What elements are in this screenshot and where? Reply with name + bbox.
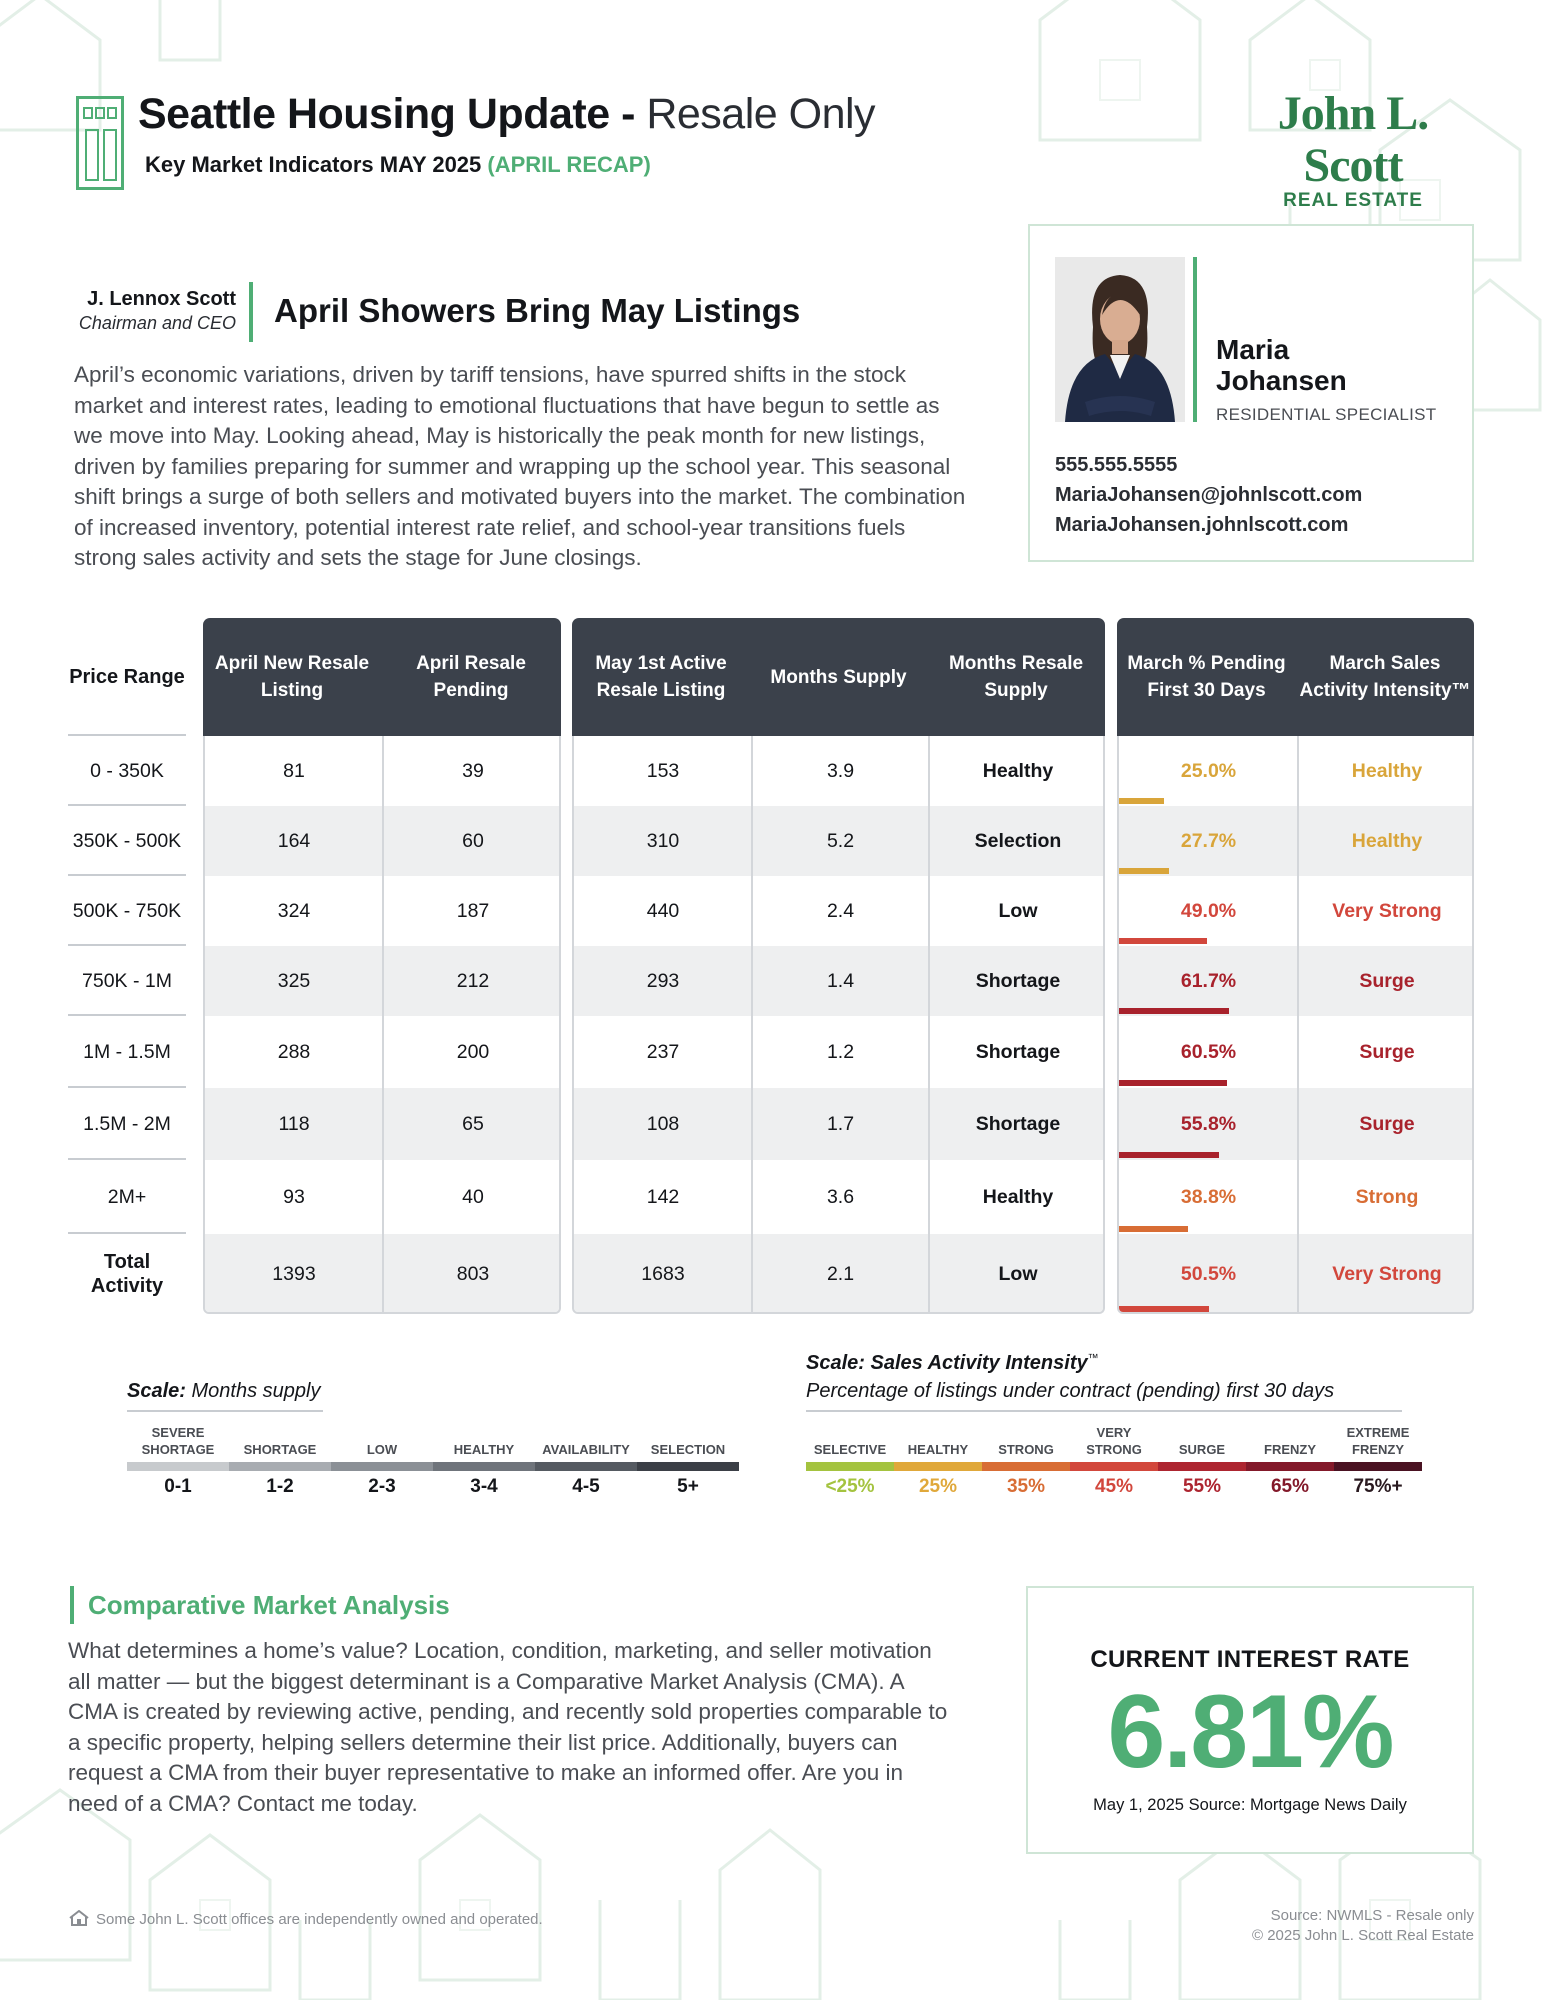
scale-segment-bar bbox=[229, 1462, 331, 1471]
cell-resale-supply: Shortage bbox=[975, 1040, 1061, 1063]
cell-months-supply: 5.2 bbox=[826, 829, 855, 852]
price-range-label: 1.5M - 2M bbox=[83, 1112, 171, 1135]
scale-segment-bar bbox=[535, 1462, 637, 1471]
cell-pct-pending: 60.5% bbox=[1180, 1040, 1237, 1063]
agent-email[interactable]: MariaJohansen@johnlscott.com bbox=[1055, 484, 1363, 506]
cell-resale-supply: Selection bbox=[974, 829, 1062, 852]
scale-segment-label: HEALTHY bbox=[453, 1442, 515, 1457]
scale-segment-bar bbox=[894, 1462, 982, 1471]
footer-disclaimer: Some John L. Scott offices are independently owned and operated. bbox=[68, 1910, 543, 1928]
letter-author bbox=[60, 288, 236, 334]
interest-rate-source: May 1, 2025 Source: Mortgage News Daily bbox=[1093, 1796, 1407, 1814]
header-pct-pending: March % Pending First 30 Days bbox=[1127, 653, 1286, 701]
scale-segment-value: 35% bbox=[1006, 1476, 1046, 1497]
cell-new-listing: 93 bbox=[283, 1185, 305, 1208]
scale-segment-bar bbox=[1246, 1462, 1334, 1471]
cell-active-listing: 440 bbox=[646, 899, 680, 922]
cell-intensity: Strong bbox=[1355, 1185, 1419, 1208]
cma-body: What determines a home’s value? Location, condition, marketing, and seller motivation all matter — but the biggest determinant is a Comparative Market Analysis (CMA). A CMA is created by reviewing active, pending, and recently sold properties comparable to a specific property, helping sellers determine their list price. Additionally, buyers can request a CMA from their buyer representative to make an informed offer. Are you in need of a CMA? Contact me today. bbox=[68, 1638, 948, 1816]
scale-segment-value: 55% bbox=[1182, 1476, 1222, 1497]
house-icon bbox=[68, 1910, 90, 1926]
pct-pending-bar bbox=[1119, 798, 1164, 804]
brand-subtitle: REAL ESTATE bbox=[1283, 190, 1423, 211]
pct-pending-bar bbox=[1119, 1080, 1227, 1086]
cell-pending: 60 bbox=[462, 829, 484, 852]
scale-segment-bar bbox=[806, 1462, 894, 1471]
scale-segment-bar bbox=[433, 1462, 535, 1471]
cell-new-listing: 81 bbox=[283, 759, 305, 782]
scale-segment-value: 5+ bbox=[677, 1476, 699, 1497]
scale-segment-value: 25% bbox=[918, 1476, 958, 1497]
scale-segment-value: 0-1 bbox=[164, 1476, 192, 1497]
author-name: J. Lennox Scott bbox=[87, 288, 236, 310]
cell-intensity: Very Strong bbox=[1332, 1262, 1442, 1285]
cell-active-listing: 142 bbox=[646, 1185, 680, 1208]
cell-months-supply: 3.9 bbox=[826, 759, 855, 782]
cell-months-supply: 1.2 bbox=[826, 1040, 855, 1063]
cell-months-supply: 1.7 bbox=[826, 1112, 855, 1135]
cell-intensity: Healthy bbox=[1351, 759, 1423, 782]
cell-pct-pending: 49.0% bbox=[1180, 899, 1237, 922]
letter-body: April’s economic variations, driven by tariff tensions, have spurred shifts in the stock market and interest rates, leading to emotional fluctuations that have begun to settle as we move into May. Looking ahead, May is historically the peak month for new listings, driven by families preparing for summer and wrapping up the school year. This seasonal shift brings a surge of both sellers and motivated buyers into the market. The combination of increased inventory, potential interest rate relief, and school-year transitions fuels strong sales activity and sets the stage for June closings. bbox=[74, 362, 966, 570]
scale-segment-label: LOW bbox=[366, 1442, 398, 1457]
header-new-listing: April New Resale Listing bbox=[214, 653, 370, 701]
interest-rate-value: 6.81% bbox=[1107, 1674, 1393, 1790]
price-range-label: 350K - 500K bbox=[72, 829, 182, 852]
scale-segment-value: 4-5 bbox=[572, 1476, 600, 1497]
scale-months-title: Scale: Months supply bbox=[127, 1380, 321, 1402]
cell-months-supply: 2.1 bbox=[826, 1262, 855, 1285]
agent-website[interactable]: MariaJohansen.johnlscott.com bbox=[1055, 514, 1349, 536]
cell-new-listing: 164 bbox=[277, 829, 311, 852]
table-header-group-supply bbox=[572, 618, 1105, 736]
cma-title: Comparative Market Analysis bbox=[88, 1590, 450, 1620]
cell-intensity: Surge bbox=[1359, 1112, 1415, 1135]
cell-pending: 803 bbox=[456, 1262, 490, 1285]
scale-segment-value: 65% bbox=[1270, 1476, 1310, 1497]
scale-segment-label: SEVERE SHORTAGE bbox=[141, 1425, 215, 1457]
cell-new-listing: 288 bbox=[277, 1040, 311, 1063]
price-range-label: Total Activity bbox=[90, 1251, 164, 1297]
scale-segment-value: 2-3 bbox=[368, 1476, 396, 1497]
scale-segment-label: EXTREME FRENZY bbox=[1346, 1425, 1410, 1457]
cell-resale-supply: Low bbox=[998, 899, 1038, 922]
scale-segment-bar bbox=[982, 1462, 1070, 1471]
cell-active-listing: 237 bbox=[646, 1040, 680, 1063]
scale-intensity-subtitle: Percentage of listings under contract (pending) first 30 days bbox=[806, 1380, 1335, 1402]
agent-accent-bar bbox=[1193, 257, 1197, 422]
cell-pending: 187 bbox=[456, 899, 490, 922]
cell-resale-supply: Low bbox=[998, 1262, 1038, 1285]
cell-active-listing: 310 bbox=[646, 829, 680, 852]
cell-intensity: Healthy bbox=[1351, 829, 1423, 852]
cell-pct-pending: 25.0% bbox=[1180, 759, 1237, 782]
brand-logo bbox=[1228, 88, 1478, 212]
agent-name: Maria Johansen bbox=[1216, 334, 1347, 396]
pct-pending-bar bbox=[1119, 1306, 1209, 1312]
scale-segment-value: <25% bbox=[825, 1476, 875, 1497]
letter-headline: April Showers Bring May Listings bbox=[274, 292, 801, 329]
pct-pending-bar bbox=[1119, 1008, 1229, 1014]
cell-intensity: Very Strong bbox=[1332, 899, 1442, 922]
cell-intensity: Surge bbox=[1359, 1040, 1415, 1063]
scale-segment-label: FRENZY bbox=[1264, 1442, 1316, 1457]
cell-pending: 65 bbox=[462, 1112, 484, 1135]
scale-segment-bar bbox=[331, 1462, 433, 1471]
scale-months-underline bbox=[127, 1410, 323, 1412]
price-range-label: 0 - 350K bbox=[90, 759, 164, 782]
price-range-label: 1M - 1.5M bbox=[83, 1040, 171, 1063]
table-header-group-april bbox=[203, 618, 561, 736]
page-title: Seattle Housing Update - Resale Only bbox=[138, 90, 876, 138]
scale-segment-label: HEALTHY bbox=[907, 1442, 969, 1457]
agent-photo bbox=[1055, 257, 1185, 422]
table-body-april bbox=[203, 736, 561, 1314]
cell-new-listing: 324 bbox=[277, 899, 311, 922]
scale-segment-bar bbox=[1158, 1462, 1246, 1471]
scale-months bbox=[127, 1420, 741, 1500]
table-header-group-march bbox=[1117, 618, 1474, 736]
cell-pct-pending: 50.5% bbox=[1180, 1262, 1237, 1285]
footer-source-line: Source: NWMLS - Resale only bbox=[1270, 1907, 1474, 1924]
header-months-supply: Months Supply bbox=[770, 666, 907, 688]
scale-segment-bar bbox=[637, 1462, 739, 1471]
cell-months-supply: 1.4 bbox=[826, 969, 855, 992]
cell-pct-pending: 38.8% bbox=[1180, 1185, 1237, 1208]
scale-segment-value: 75%+ bbox=[1353, 1476, 1403, 1497]
agent-phone[interactable]: 555.555.5555 bbox=[1055, 454, 1178, 476]
cell-pending: 39 bbox=[462, 759, 484, 782]
price-range-label: 500K - 750K bbox=[72, 899, 182, 922]
scale-segment-label: SHORTAGE bbox=[243, 1442, 317, 1457]
author-title: Chairman and CEO bbox=[78, 313, 236, 333]
title-resale-only: Resale Only bbox=[634, 90, 876, 138]
table-body-supply bbox=[572, 736, 1105, 1314]
letter-accent-bar bbox=[249, 282, 253, 342]
cell-resale-supply: Shortage bbox=[975, 1112, 1061, 1135]
scale-intensity-underline bbox=[806, 1410, 1402, 1412]
door-logo-icon bbox=[76, 96, 124, 190]
scale-segment-label: SELECTIVE bbox=[813, 1442, 887, 1457]
price-range-label: 750K - 1M bbox=[82, 969, 172, 992]
cell-months-supply: 2.4 bbox=[826, 899, 855, 922]
cell-active-listing: 293 bbox=[646, 969, 680, 992]
scale-segment-label: SELECTION bbox=[650, 1442, 726, 1457]
cell-active-listing: 1683 bbox=[641, 1262, 685, 1285]
header-months-resale-supply: Months Resale Supply bbox=[948, 653, 1084, 701]
cell-pct-pending: 61.7% bbox=[1180, 969, 1237, 992]
scale-intensity bbox=[806, 1420, 1420, 1500]
cell-resale-supply: Shortage bbox=[975, 969, 1061, 992]
header-pending: April Resale Pending bbox=[416, 653, 526, 701]
cell-pct-pending: 27.7% bbox=[1180, 829, 1237, 852]
subtitle-recap: (APRIL RECAP) bbox=[481, 152, 651, 177]
pct-pending-bar bbox=[1119, 868, 1169, 874]
scale-intensity-title: Scale: Sales Activity Intensity™ bbox=[806, 1352, 1099, 1374]
cell-resale-supply: Healthy bbox=[982, 759, 1054, 782]
cell-new-listing: 325 bbox=[277, 969, 311, 992]
interest-rate-label: CURRENT INTEREST RATE bbox=[1090, 1646, 1410, 1673]
page-subtitle: Key Market Indicators MAY 2025 (APRIL RECAP) bbox=[145, 152, 651, 177]
header-sales-intensity: March Sales Activity Intensity™ bbox=[1299, 653, 1471, 701]
cell-resale-supply: Healthy bbox=[982, 1185, 1054, 1208]
scale-segment-value: 45% bbox=[1094, 1476, 1134, 1497]
agent-title: RESIDENTIAL SPECIALIST bbox=[1216, 405, 1437, 424]
interest-rate-box bbox=[1026, 1586, 1474, 1854]
cell-active-listing: 153 bbox=[646, 759, 680, 782]
cell-intensity: Surge bbox=[1359, 969, 1415, 992]
pct-pending-bar bbox=[1119, 1226, 1188, 1232]
scale-segment-bar bbox=[127, 1462, 229, 1471]
scale-segment-value: 3-4 bbox=[470, 1476, 498, 1497]
cell-pending: 212 bbox=[456, 969, 490, 992]
scale-segment-value: 1-2 bbox=[266, 1476, 294, 1497]
brand-name: John L. Scott bbox=[1277, 87, 1429, 192]
footer-source bbox=[1174, 1906, 1474, 1946]
cell-pending: 200 bbox=[456, 1040, 490, 1063]
pct-pending-bar bbox=[1119, 938, 1207, 944]
cell-months-supply: 3.6 bbox=[826, 1185, 855, 1208]
scale-segment-bar bbox=[1070, 1462, 1158, 1471]
cell-new-listing: 1393 bbox=[272, 1262, 316, 1285]
scale-segment-label: SURGE bbox=[1178, 1442, 1226, 1457]
price-range-label: 2M+ bbox=[107, 1185, 147, 1208]
cell-new-listing: 118 bbox=[278, 1112, 310, 1135]
table-body-march bbox=[1117, 736, 1474, 1314]
scale-segment-label: STRONG bbox=[998, 1442, 1054, 1457]
scale-segment-bar bbox=[1334, 1462, 1422, 1471]
pct-pending-bar bbox=[1119, 1152, 1219, 1158]
scale-segment-label: AVAILABILITY bbox=[542, 1442, 630, 1457]
cell-pct-pending: 55.8% bbox=[1180, 1112, 1237, 1135]
cma-accent-bar bbox=[70, 1586, 74, 1624]
cell-pending: 40 bbox=[462, 1185, 484, 1208]
price-range-header: Price Range bbox=[69, 666, 185, 688]
header-active-listing: May 1st Active Resale Listing bbox=[595, 653, 727, 701]
scale-segment-label: VERY STRONG bbox=[1086, 1425, 1142, 1457]
cell-active-listing: 108 bbox=[646, 1112, 680, 1135]
footer-copyright: © 2025 John L. Scott Real Estate bbox=[1251, 1927, 1474, 1944]
